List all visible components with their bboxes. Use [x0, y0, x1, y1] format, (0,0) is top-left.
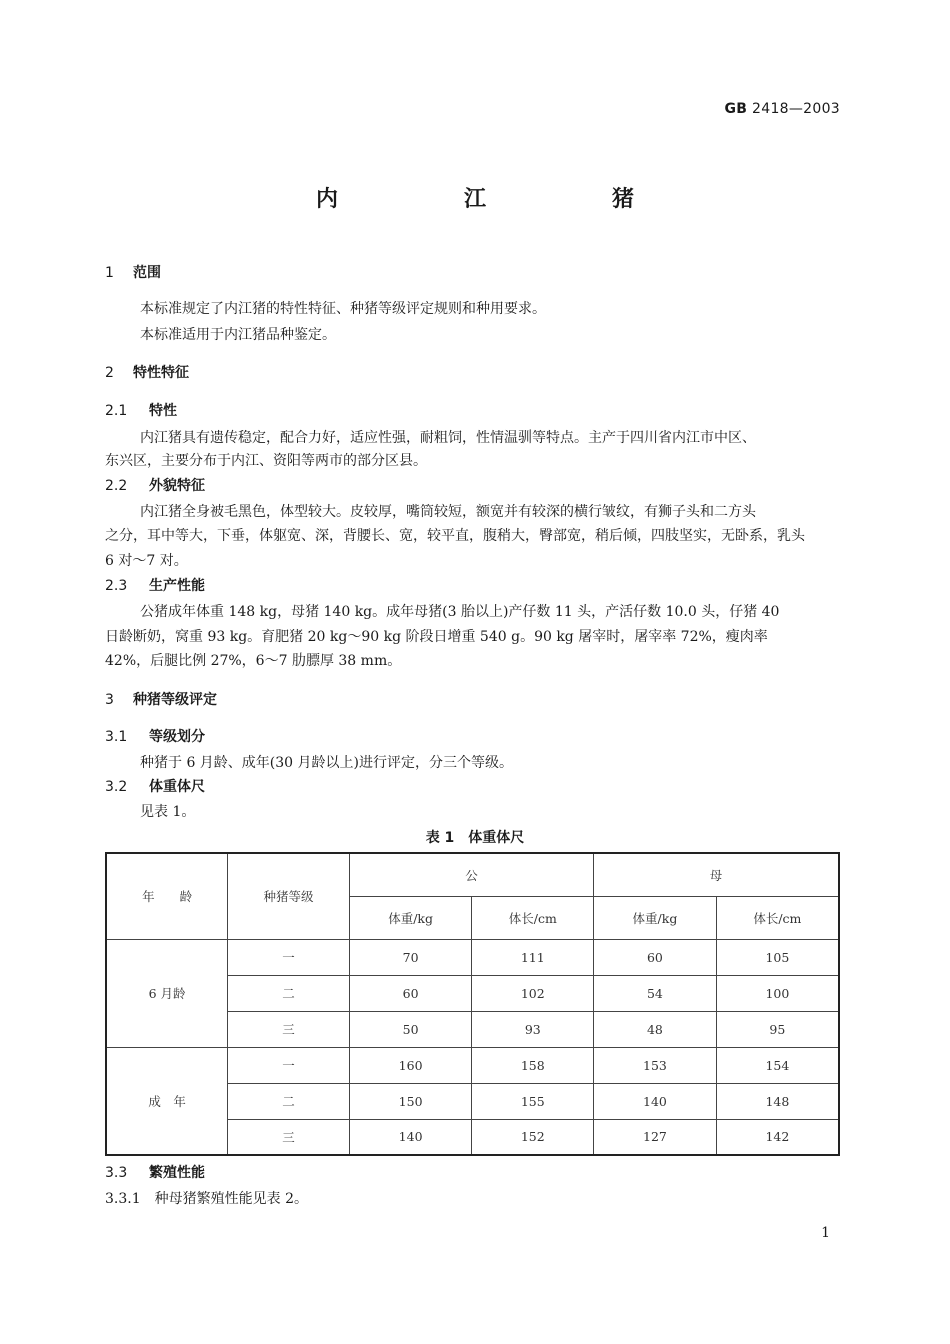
table-row: [106, 1047, 839, 1083]
female-length-cell: 95: [716, 1011, 839, 1047]
female-weight-cell: 153: [594, 1047, 717, 1083]
female-length-cell: 100: [716, 975, 839, 1011]
female-length-cell: 148: [716, 1083, 839, 1119]
section-2-1-number: 2.1: [105, 403, 128, 419]
section-2-1-title: 特性: [149, 403, 177, 419]
male-length-cell: 152: [472, 1119, 594, 1155]
section-2-3-title: 生产性能: [149, 578, 205, 594]
table-1: [105, 852, 840, 1156]
age-cell: 成 年: [106, 1047, 228, 1155]
table-row: [106, 939, 839, 975]
section-2-number: 2: [105, 365, 114, 381]
table-1-caption: 表 1 体重体尺: [425, 830, 525, 846]
grade-cell: 三: [228, 1011, 350, 1047]
section-3-heading: [105, 689, 217, 709]
section-2-3-heading: [105, 575, 205, 595]
male-length-cell: 158: [472, 1047, 594, 1083]
female-weight-cell: 48: [594, 1011, 717, 1047]
section-3-3-heading: [105, 1162, 205, 1182]
section-2-3-line-2: 日龄断奶，窝重 93 kg。育肥猪 20 kg～90 kg 阶段日增重 540 g。90 kg 屠宰时，屠宰率 72%，瘦肉率: [105, 629, 768, 645]
header-grade: 种猪等级: [228, 853, 350, 939]
header-male: 公: [349, 853, 593, 896]
section-3-title: 种猪等级评定: [133, 692, 217, 708]
section-3-3-1-line: 3.3.1 种母猪繁殖性能见表 2。: [105, 1191, 308, 1207]
female-length-cell: 105: [716, 939, 839, 975]
age-cell: 6 月龄: [106, 939, 228, 1047]
section-2-3-number: 2.3: [105, 578, 128, 594]
section-2-2-line-3: 6 对～7 对。: [105, 553, 188, 569]
female-weight-cell: 54: [594, 975, 717, 1011]
page-number: 1: [821, 1225, 830, 1241]
section-3-1-title: 等级划分: [149, 729, 205, 745]
section-3-1-heading: [105, 726, 205, 746]
section-3-2-number: 3.2: [105, 779, 128, 795]
section-1-heading: [105, 262, 161, 282]
section-2-2-number: 2.2: [105, 478, 128, 494]
section-2-2-heading: [105, 475, 205, 495]
grade-cell: 二: [228, 1083, 350, 1119]
section-2-2-line-2: 之分，耳中等大，下垂，体躯宽、深，背腰长、宽，较平直，腹稍大，臀部宽，稍后倾，四肢坚实，无卧系，乳头: [105, 528, 805, 544]
section-1-para-2: 本标准适用于内江猪品种鉴定。: [140, 327, 336, 343]
document-title: 内 江 猪: [315, 187, 686, 212]
section-3-number: 3: [105, 692, 114, 708]
male-weight-cell: 140: [349, 1119, 472, 1155]
male-length-cell: 93: [472, 1011, 594, 1047]
female-weight-cell: 127: [594, 1119, 717, 1155]
section-1-number: 1: [105, 265, 114, 281]
header-male-length: 体长/cm: [472, 896, 594, 939]
section-2-2-title: 外貌特征: [149, 478, 205, 494]
header-male-weight: 体重/kg: [349, 896, 472, 939]
section-2-2-line-1: 内江猪全身被毛黑色，体型较大。皮较厚，嘴筒较短，额宽并有较深的横行皱纹，有狮子头和二方头: [140, 504, 756, 520]
section-2-3-line-3: 42%，后腿比例 27%，6～7 肋膘厚 38 mm。: [105, 653, 402, 669]
grade-cell: 一: [228, 939, 350, 975]
standard-prefix: GB: [724, 101, 748, 117]
section-3-2-line-1: 见表 1。: [140, 804, 196, 820]
female-length-cell: 154: [716, 1047, 839, 1083]
section-1-para-1: 本标准规定了内江猪的特性特征、种猪等级评定规则和种用要求。: [140, 301, 546, 317]
standard-number: [725, 101, 841, 117]
header-female: 母: [594, 853, 839, 896]
section-2-3-line-1: 公猪成年体重 148 kg，母猪 140 kg。成年母猪(3 胎以上)产仔数 11 头，产活仔数 10.0 头，仔猪 40: [140, 604, 780, 620]
section-3-3-title: 繁殖性能: [149, 1165, 205, 1181]
male-weight-cell: 150: [349, 1083, 472, 1119]
section-2-heading: [105, 362, 189, 382]
grade-cell: 三: [228, 1119, 350, 1155]
male-weight-cell: 50: [349, 1011, 472, 1047]
section-2-1-heading: [105, 400, 177, 420]
section-2-1-line-2: 东兴区，主要分布于内江、资阳等两市的部分区县。: [105, 453, 427, 469]
grade-cell: 二: [228, 975, 350, 1011]
female-length-cell: 142: [716, 1119, 839, 1155]
female-weight-cell: 60: [594, 939, 717, 975]
section-3-3-number: 3.3: [105, 1165, 128, 1181]
section-2-title: 特性特征: [133, 365, 189, 381]
grade-cell: 一: [228, 1047, 350, 1083]
female-weight-cell: 140: [594, 1083, 717, 1119]
male-length-cell: 155: [472, 1083, 594, 1119]
section-3-2-heading: [105, 776, 205, 796]
male-weight-cell: 60: [349, 975, 472, 1011]
section-3-2-title: 体重体尺: [149, 779, 205, 795]
standard-code: 2418—2003: [752, 101, 840, 117]
male-length-cell: 102: [472, 975, 594, 1011]
male-weight-cell: 70: [349, 939, 472, 975]
section-2-1-line-1: 内江猪具有遗传稳定，配合力好，适应性强，耐粗饲，性情温驯等特点。主产于四川省内江市中区、: [140, 430, 756, 446]
section-3-1-number: 3.1: [105, 729, 128, 745]
section-1-title: 范围: [133, 265, 161, 281]
header-female-weight: 体重/kg: [594, 896, 717, 939]
header-female-length: 体长/cm: [716, 896, 839, 939]
section-3-1-line-1: 种猪于 6 月龄、成年(30 月龄以上)进行评定，分三个等级。: [140, 755, 513, 771]
male-weight-cell: 160: [349, 1047, 472, 1083]
header-age: 年 龄: [106, 853, 228, 939]
male-length-cell: 111: [472, 939, 594, 975]
